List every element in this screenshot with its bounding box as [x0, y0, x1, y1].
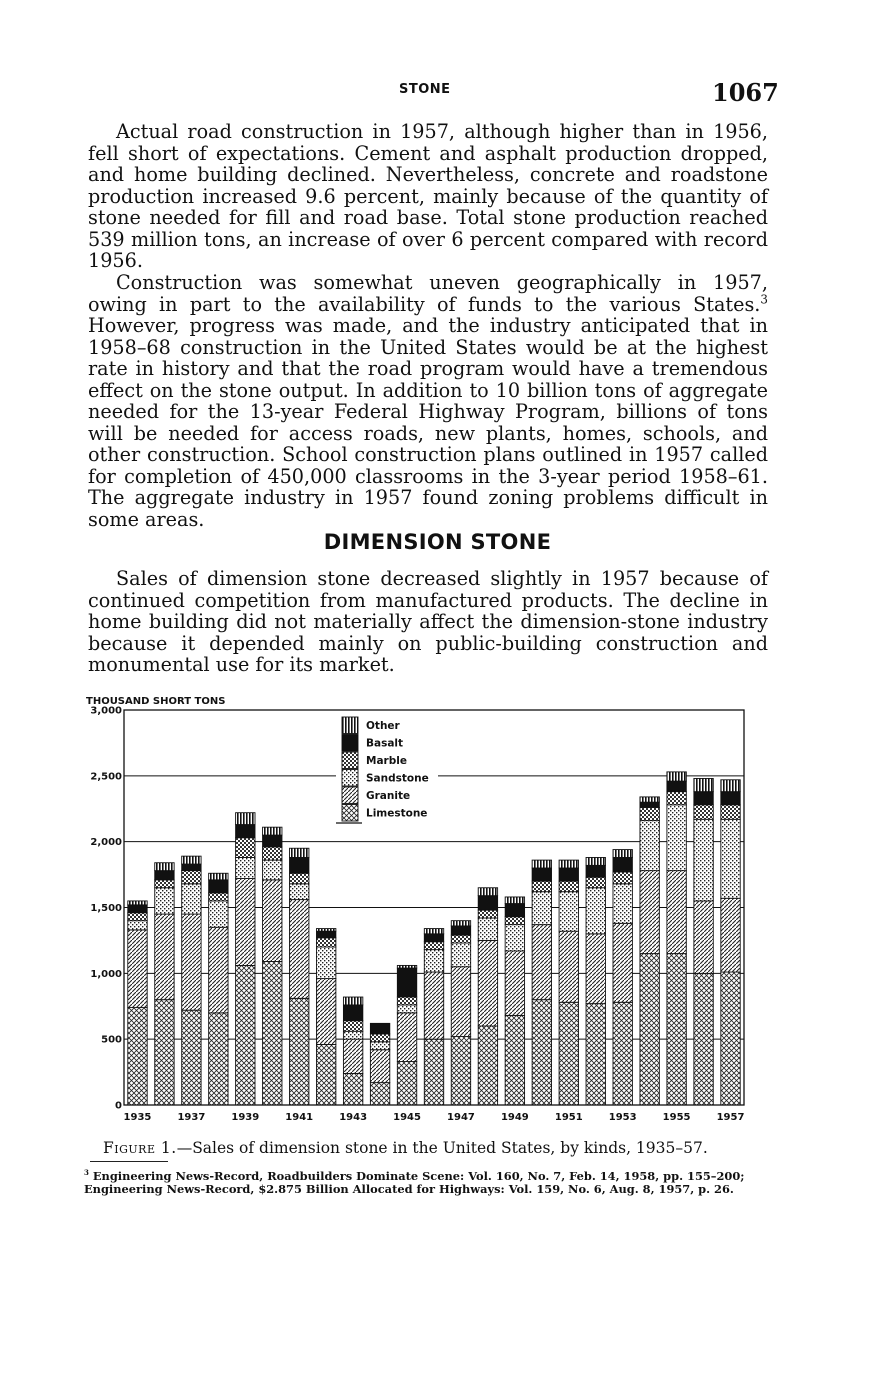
paragraph-dimension-stone: Sales of dimension stone decreased slightly in 1957 because of continued competition from manufactured products. The decline in home building did not materially affect the dimension-stone industry because it depended mainly on public-building construction and monumental use for its market.: [88, 567, 768, 676]
bar-segment-limestone: [316, 1044, 335, 1105]
bar-segment-limestone: [263, 961, 282, 1105]
bar-segment-marble: [640, 807, 659, 820]
bar-segment-basalt: [370, 1023, 389, 1034]
bar-segment-marble: [478, 910, 497, 918]
x-tick-label: 1941: [285, 1112, 314, 1123]
bar-segment-marble: [694, 805, 713, 819]
bar-segment-basalt: [640, 802, 659, 807]
y-tick-label: 1,000: [90, 968, 122, 980]
bar-segment-other: [532, 860, 551, 868]
bar-segment-granite: [370, 1050, 389, 1083]
bar-segment-marble: [559, 881, 578, 892]
bar-segment-sandstone: [290, 884, 309, 900]
legend-swatch-basalt: [342, 735, 358, 752]
bar-segment-granite: [343, 1039, 362, 1073]
bar-segment-limestone: [613, 1002, 632, 1105]
bar-segment-other: [640, 797, 659, 802]
bar-segment-granite: [640, 871, 659, 954]
bar-segment-basalt: [236, 825, 255, 838]
bar-segment-granite: [721, 898, 740, 972]
figure-caption: [103, 1139, 708, 1157]
bar-segment-basalt: [451, 926, 470, 935]
bar-segment-sandstone: [182, 884, 201, 914]
bar-segment-basalt: [721, 792, 740, 805]
bar-segment-granite: [236, 879, 255, 966]
x-tick-label: 1949: [500, 1112, 529, 1123]
bar-segment-basalt: [209, 880, 228, 893]
x-tick-label: 1937: [177, 1112, 206, 1123]
page-number: 1067: [712, 78, 779, 107]
bar-segment-other: [182, 856, 201, 864]
legend-swatch-sandstone: [342, 770, 358, 787]
bar-segment-basalt: [424, 934, 443, 942]
bar-segment-granite: [694, 901, 713, 973]
bar-segment-sandstone: [505, 925, 524, 951]
bar-segment-other: [316, 929, 335, 932]
bar-segment-marble: [263, 847, 282, 860]
bar-segment-granite: [155, 914, 174, 1000]
legend-label-sandstone: Sandstone: [366, 772, 429, 785]
bar-segment-other: [451, 921, 470, 926]
bar-segment-other: [236, 813, 255, 825]
bar-segment-basalt: [532, 868, 551, 881]
bar-segment-other: [505, 897, 524, 904]
bar-segment-sandstone: [343, 1031, 362, 1039]
bar-segment-limestone: [586, 1004, 605, 1105]
bar-segment-sandstone: [263, 860, 282, 880]
bar-segment-basalt: [505, 904, 524, 917]
figure-label: Figure 1.: [103, 1139, 177, 1157]
bar-segment-sandstone: [155, 888, 174, 914]
bar-segment-marble: [424, 942, 443, 950]
bar-segment-sandstone: [559, 892, 578, 932]
legend-swatch-marble: [342, 752, 358, 769]
bar-segment-granite: [128, 930, 147, 1008]
footnote-reference: 3: [760, 292, 768, 307]
bar-segment-granite: [586, 934, 605, 1004]
bar-segment-limestone: [182, 1010, 201, 1105]
bar-segment-basalt: [667, 781, 686, 792]
bar-segment-basalt: [290, 857, 309, 873]
bar-segment-granite: [559, 931, 578, 1002]
bar-segment-sandstone: [424, 950, 443, 972]
bar-segment-limestone: [236, 965, 255, 1105]
bar-segment-limestone: [424, 1039, 443, 1105]
paragraph-construction-outlook-part2: However, progress was made, and the industry anticipated that in 1958–68 construction in the United States would be at the highest rate in history and that the road program would have a tremendous effect on the stone output. In addition to 10 billion tons of aggregate needed for the 13-year Federal Highway Program, billions of tons will be needed for access roads, new plants, homes, schools, and other construction. School construction plans outlined in 1957 called for completion of 450,000 classrooms in the 3-year period 1958–61. The aggregate industry in 1957 found zoning problems difficult in some areas.: [88, 314, 768, 531]
footnote-text: Engineering News-Record, Roadbuilders Dominate Scene: Vol. 160, No. 7, Feb. 14, 1958, pp. 155–200; Engineering News-Record, $2.875 Billion Allocated for Highways: Vol. 159, No. 6, Aug. 8, 1957, p. 26.: [84, 1169, 745, 1196]
y-tick-label: 3,000: [90, 705, 122, 717]
bar-segment-marble: [343, 1021, 362, 1032]
bar-segment-marble: [316, 938, 335, 947]
bar-segment-marble: [613, 872, 632, 884]
bar-segment-marble: [182, 871, 201, 884]
bar-segment-basalt: [559, 868, 578, 881]
bar-segment-basalt: [182, 864, 201, 871]
footnote-marker: 3: [84, 1168, 89, 1178]
x-tick-label: 1943: [339, 1112, 368, 1123]
bar-segment-limestone: [532, 1000, 551, 1105]
bar-segment-marble: [667, 792, 686, 805]
bar-segment-marble: [586, 877, 605, 888]
bar-segment-sandstone: [532, 892, 551, 925]
y-tick-label: 2,500: [90, 771, 122, 783]
running-header: STONE: [399, 82, 451, 97]
paragraph-construction-outlook: [88, 272, 768, 530]
paragraph-road-construction: Actual road construction in 1957, although higher than in 1956, fell short of expectations. Cement and asphalt production dropped, and home building declined. Nevertheless, concrete and roadstone production increased 9.6 percent, mainly because of the quantity of stone needed for fill and road base. Total stone production reached 539 million tons, an increase of over 6 percent compared with record 1956.: [88, 120, 768, 272]
bar-segment-marble: [721, 805, 740, 819]
bar-segment-granite: [290, 900, 309, 999]
bar-segment-other: [667, 772, 686, 781]
bar-segment-limestone: [209, 1013, 228, 1105]
bar-segment-granite: [263, 880, 282, 962]
bar-segment-limestone: [694, 973, 713, 1105]
bar-segment-basalt: [155, 871, 174, 880]
y-axis-label: THOUSAND SHORT TONS: [86, 696, 226, 707]
bar-segment-granite: [209, 927, 228, 1013]
bar-segment-marble: [290, 873, 309, 884]
bar-segment-sandstone: [478, 918, 497, 940]
bar-segment-other: [424, 929, 443, 934]
bar-segment-limestone: [640, 954, 659, 1105]
bar-segment-other: [209, 873, 228, 880]
bar-segment-marble: [128, 913, 147, 921]
bar-segment-marble: [505, 917, 524, 925]
bar-segment-marble: [209, 893, 228, 901]
bar-segment-limestone: [559, 1002, 578, 1105]
bar-segment-limestone: [290, 998, 309, 1105]
bar-segment-basalt: [694, 792, 713, 805]
bar-segment-granite: [613, 923, 632, 1002]
bar-segment-basalt: [316, 931, 335, 938]
bar-segment-granite: [451, 967, 470, 1037]
bar-segment-sandstone: [451, 943, 470, 967]
legend-label-granite: Granite: [366, 790, 411, 802]
bar-segment-limestone: [155, 1000, 174, 1105]
bar-segment-granite: [505, 951, 524, 1016]
bar-segment-basalt: [128, 905, 147, 913]
bar-segment-limestone: [370, 1083, 389, 1105]
bar-segment-limestone: [128, 1008, 147, 1105]
bar-segment-limestone: [505, 1015, 524, 1105]
x-tick-label: 1955: [662, 1112, 691, 1123]
y-tick-label: 0: [115, 1100, 122, 1112]
bar-segment-other: [586, 857, 605, 865]
legend-label-limestone: Limestone: [366, 807, 428, 820]
legend-label-marble: Marble: [366, 755, 407, 767]
bar-segment-sandstone: [694, 819, 713, 901]
bar-segment-limestone: [478, 1026, 497, 1105]
x-tick-label: 1953: [608, 1112, 637, 1123]
bar-segment-granite: [532, 925, 551, 1000]
bar-segment-sandstone: [397, 1005, 416, 1013]
bar-segment-other: [128, 901, 147, 905]
bar-segment-granite: [316, 979, 335, 1045]
bar-segment-other: [478, 888, 497, 896]
bar-segment-other: [155, 863, 174, 871]
x-tick-label: 1939: [231, 1112, 260, 1123]
bar-segment-basalt: [613, 857, 632, 871]
bar-segment-marble: [532, 881, 551, 892]
bar-segment-other: [290, 848, 309, 857]
dimension-stone-chart: [84, 688, 759, 1128]
footnote-rule: [90, 1161, 168, 1162]
bar-segment-other: [694, 778, 713, 791]
x-tick-label: 1945: [393, 1112, 421, 1123]
bar-segment-granite: [182, 914, 201, 1010]
bar-segment-basalt: [343, 1005, 362, 1021]
bar-segment-marble: [397, 997, 416, 1005]
chart-legend: [336, 715, 438, 826]
figure-caption-text: —Sales of dimension stone in the United States, by kinds, 1935–57.: [176, 1139, 708, 1157]
bar-segment-basalt: [586, 865, 605, 877]
bar-segment-other: [263, 827, 282, 835]
bar-segment-sandstone: [128, 921, 147, 930]
bar-segment-sandstone: [640, 821, 659, 871]
x-tick-label: 1951: [554, 1112, 583, 1123]
x-tick-label: 1957: [716, 1112, 745, 1123]
section-heading: DIMENSION STONE: [323, 530, 552, 554]
bar-segment-marble: [451, 935, 470, 943]
paragraph-construction-outlook-part1: Construction was somewhat uneven geographically in 1957, owing in part to the availability of funds to the various States.: [88, 271, 768, 316]
legend-swatch-limestone: [342, 805, 358, 822]
bar-segment-marble: [155, 880, 174, 888]
bar-segment-sandstone: [236, 857, 255, 878]
legend-label-other: Other: [366, 720, 400, 732]
bar-segment-other: [559, 860, 578, 868]
bar-segment-granite: [424, 972, 443, 1039]
bar-segment-sandstone: [316, 947, 335, 979]
bar-segment-marble: [370, 1034, 389, 1042]
bar-segment-marble: [236, 838, 255, 858]
bar-segment-granite: [478, 940, 497, 1026]
legend-swatch-granite: [342, 787, 358, 804]
x-tick-label: 1947: [447, 1112, 475, 1123]
y-tick-label: 1,500: [90, 903, 122, 914]
bar-segment-other: [343, 997, 362, 1005]
bar-segment-other: [613, 850, 632, 858]
bar-segment-sandstone: [667, 805, 686, 871]
bar-segment-sandstone: [370, 1042, 389, 1050]
bar-segment-other: [397, 965, 416, 968]
bar-segment-limestone: [343, 1073, 362, 1105]
bar-segment-sandstone: [721, 819, 740, 898]
bar-segment-basalt: [263, 835, 282, 847]
bar-segment-basalt: [478, 896, 497, 910]
bar-segment-limestone: [667, 954, 686, 1105]
legend-label-basalt: Basalt: [366, 737, 404, 750]
x-tick-label: 1935: [123, 1112, 152, 1123]
footnote: [84, 1170, 774, 1196]
bar-segment-granite: [667, 871, 686, 954]
y-tick-label: 500: [101, 1034, 122, 1046]
bar-segment-sandstone: [613, 884, 632, 924]
legend-swatch-other: [342, 717, 358, 734]
y-tick-label: 2,000: [90, 837, 122, 849]
bar-segment-sandstone: [209, 901, 228, 927]
bar-segment-basalt: [397, 968, 416, 997]
bar-segment-limestone: [721, 972, 740, 1105]
chart-svg: [84, 688, 759, 1128]
bar-segment-other: [721, 780, 740, 792]
bar-segment-granite: [397, 1013, 416, 1062]
bar-segment-sandstone: [586, 888, 605, 934]
bar-segment-limestone: [451, 1037, 470, 1105]
bar-segment-limestone: [397, 1062, 416, 1105]
